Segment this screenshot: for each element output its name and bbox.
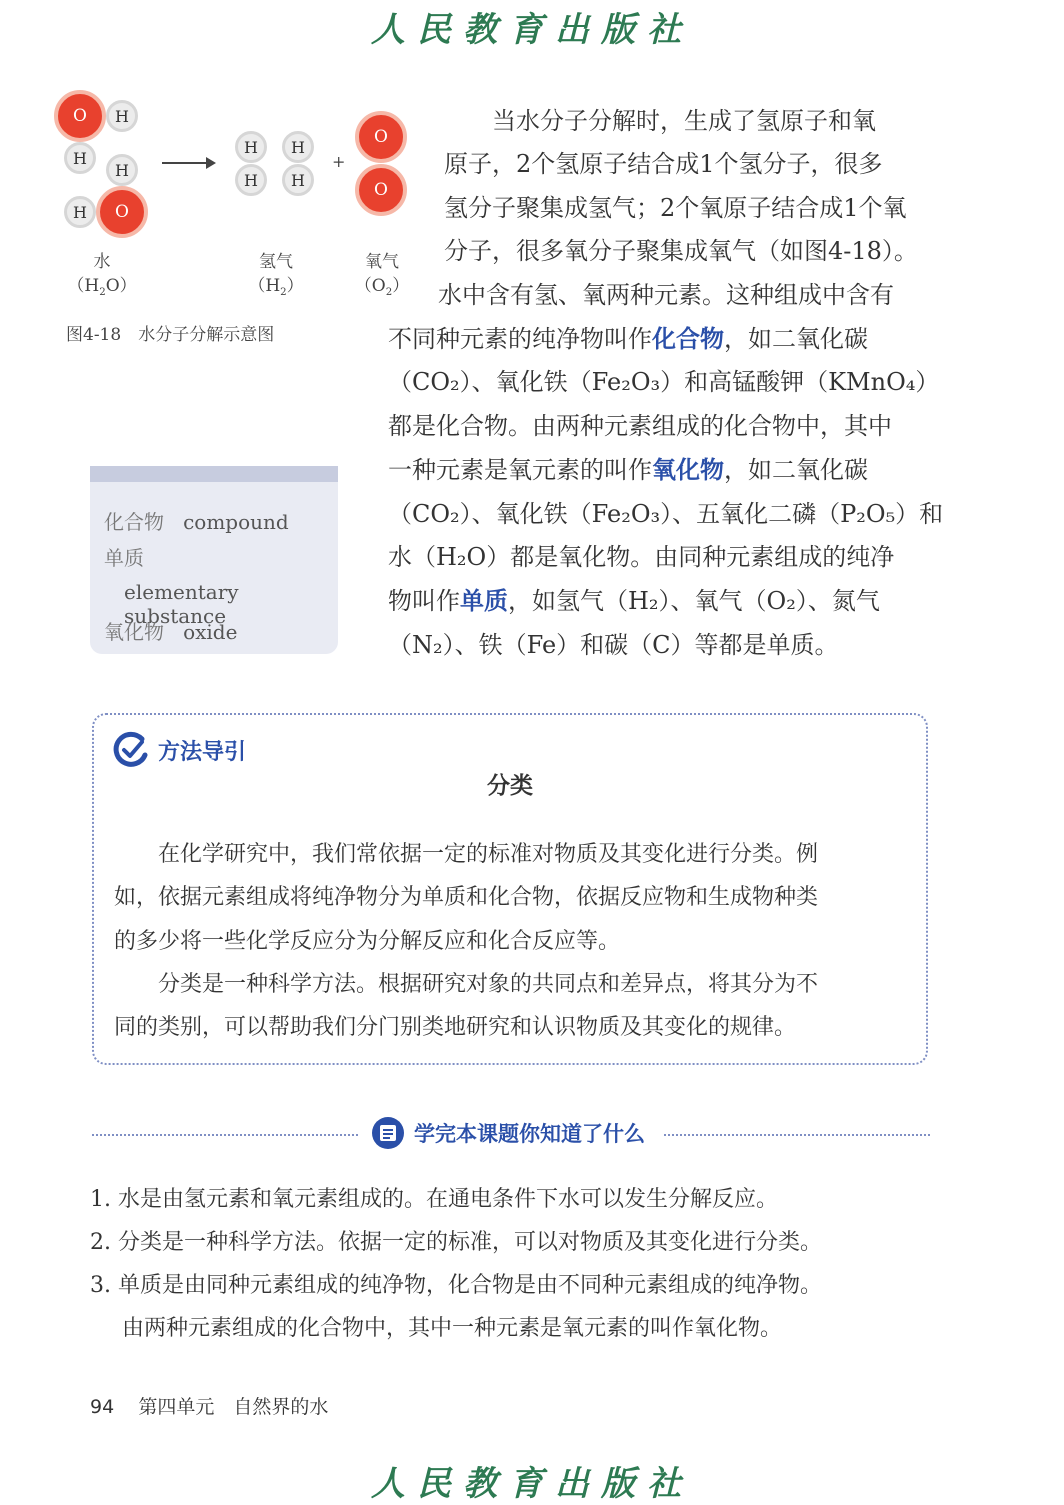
keyword-oxide: 氧化物: [652, 455, 724, 485]
hydrogen-atom: H: [235, 164, 267, 196]
text-line: 如，依据元素组成将纯净物分为单质和化合物，依据反应物和生成物种类: [114, 885, 819, 911]
hydrogen-formula: $(H_2)$: [248, 276, 304, 298]
hydrogen-atom: H: [235, 131, 267, 163]
divider: [92, 1134, 358, 1136]
page-footer: [90, 1392, 328, 1419]
summary-heading: 学完本课题你知道了什么: [370, 1115, 645, 1151]
hydrogen-name: 氢气: [259, 252, 293, 272]
oxygen-atom: O: [355, 111, 407, 163]
oxygen-formula: $(O_2)$: [354, 276, 410, 298]
text-line: （CO₂）、氧化铁（Fe₂O₃）和高锰酸钾（KMnO₄）: [388, 368, 940, 397]
main-paragraph-body: [388, 317, 944, 667]
text-line: 水中含有氢、氧两种元素。这种组成中含有: [438, 281, 894, 309]
text-line: 分子，很多氧分子聚集成氧气（如图4-18）。: [444, 237, 918, 266]
publisher-logo: 人民教育出版社: [371, 1464, 693, 1504]
hydrogen-label: [236, 250, 316, 305]
text-line: 都是化合物。由两种元素组成的化合物中，其中: [388, 411, 892, 440]
page-number: 94: [90, 1396, 115, 1418]
hydrogen-atom: H: [106, 100, 138, 132]
text-line: 在化学研究中，我们常依据一定的标准对物质及其变化进行分类。例: [158, 842, 819, 867]
text-line: （N₂）、铁（Fe）和碳（C）等都是单质。: [388, 630, 839, 659]
text-line: 物叫作单质，如氢气（H₂）、氧气（O₂）、氮气: [388, 586, 880, 616]
method-guide-box: [92, 713, 928, 1065]
text-line: 原子，2个氢原子结合成1个氢分子，很多: [444, 150, 883, 179]
hydrogen-atom: H: [282, 164, 314, 196]
water-label: [62, 250, 142, 305]
oxygen-atom: O: [355, 164, 407, 216]
figure-caption: 图4-18 水分子分解示意图: [66, 325, 275, 345]
summary-icon: [370, 1115, 406, 1151]
summary-item: 2. 分类是一种科学方法。依据一定的标准，可以对物质及其变化进行分类。: [90, 1230, 822, 1255]
text-line: 分类是一种科学方法。根据研究对象的共同点和差异点，将其分为不: [158, 971, 819, 997]
main-paragraph-mid: [438, 274, 932, 317]
text-line: 同的类别，可以帮助我们分门别类地研究和认识物质及其变化的规律。: [114, 1015, 797, 1041]
text-line: 的多少将一些化学反应分为分解反应和化合反应等。: [114, 928, 621, 954]
hydrogen-atom: H: [282, 131, 314, 163]
text-line: （CO₂）、氧化铁（Fe₂O₃）、五氧化二磷（P₂O₅）和: [388, 499, 944, 528]
vocab-row-element-en: elementary substance: [124, 580, 239, 628]
water-name: 水: [93, 252, 111, 272]
vocab-row-element: 单质: [104, 546, 144, 570]
molecule-diagram: [52, 88, 422, 348]
method-title: 分类: [487, 773, 533, 799]
text-line: 不同种元素的纯净物叫作化合物，如二氧化碳: [388, 324, 868, 353]
main-paragraph-top: [444, 100, 932, 274]
vocab-row-compound: 化合物 compound: [104, 510, 289, 534]
plus-sign: +: [332, 152, 346, 171]
vocabulary-box: [90, 466, 338, 654]
publisher-logo: 人民教育出版社: [371, 10, 693, 50]
summary-item: 3. 单质是由同种元素组成的纯净物，化合物是由不同种元素组成的纯净物。: [90, 1273, 822, 1298]
text-line: 一种元素是氧元素的叫作氧化物，如二氧化碳: [388, 455, 868, 485]
reaction-arrow-icon: [162, 162, 214, 164]
text-line: 氢分子聚集成氢气；2个氧原子结合成1个氧: [444, 193, 907, 222]
unit-title: 第四单元 自然界的水: [138, 1396, 329, 1418]
keyword-compound: 化合物: [652, 324, 724, 353]
vocab-row-oxide: 氧化物 oxide: [104, 620, 238, 644]
oxygen-label: [342, 250, 422, 305]
vocabulary-box-header: [90, 466, 338, 482]
oxygen-name: 氧气: [365, 252, 399, 272]
summary-item: 1. 水是由氢元素和氧元素组成的。在通电条件下水可以发生分解反应。: [90, 1187, 778, 1212]
method-paragraph: [114, 833, 914, 1049]
divider: [664, 1134, 930, 1136]
method-heading: 方法导引: [112, 731, 246, 769]
hydrogen-atom: H: [64, 196, 96, 228]
text-line: 水（H₂O）都是氧化物。由同种元素组成的纯净: [388, 543, 895, 572]
hydrogen-atom: H: [64, 142, 96, 174]
oxygen-atom: O: [54, 90, 106, 142]
hydrogen-atom: H: [106, 154, 138, 186]
oxygen-atom: O: [96, 186, 148, 238]
method-icon: [112, 731, 150, 769]
text-line: 当水分子分解时，生成了氢原子和氧: [492, 107, 876, 135]
water-formula: $(H_2O)$: [67, 276, 137, 298]
keyword-element: 单质: [460, 586, 508, 616]
summary-item: 由两种元素组成的化合物中，其中一种元素是氧元素的叫作氧化物。: [122, 1316, 783, 1341]
